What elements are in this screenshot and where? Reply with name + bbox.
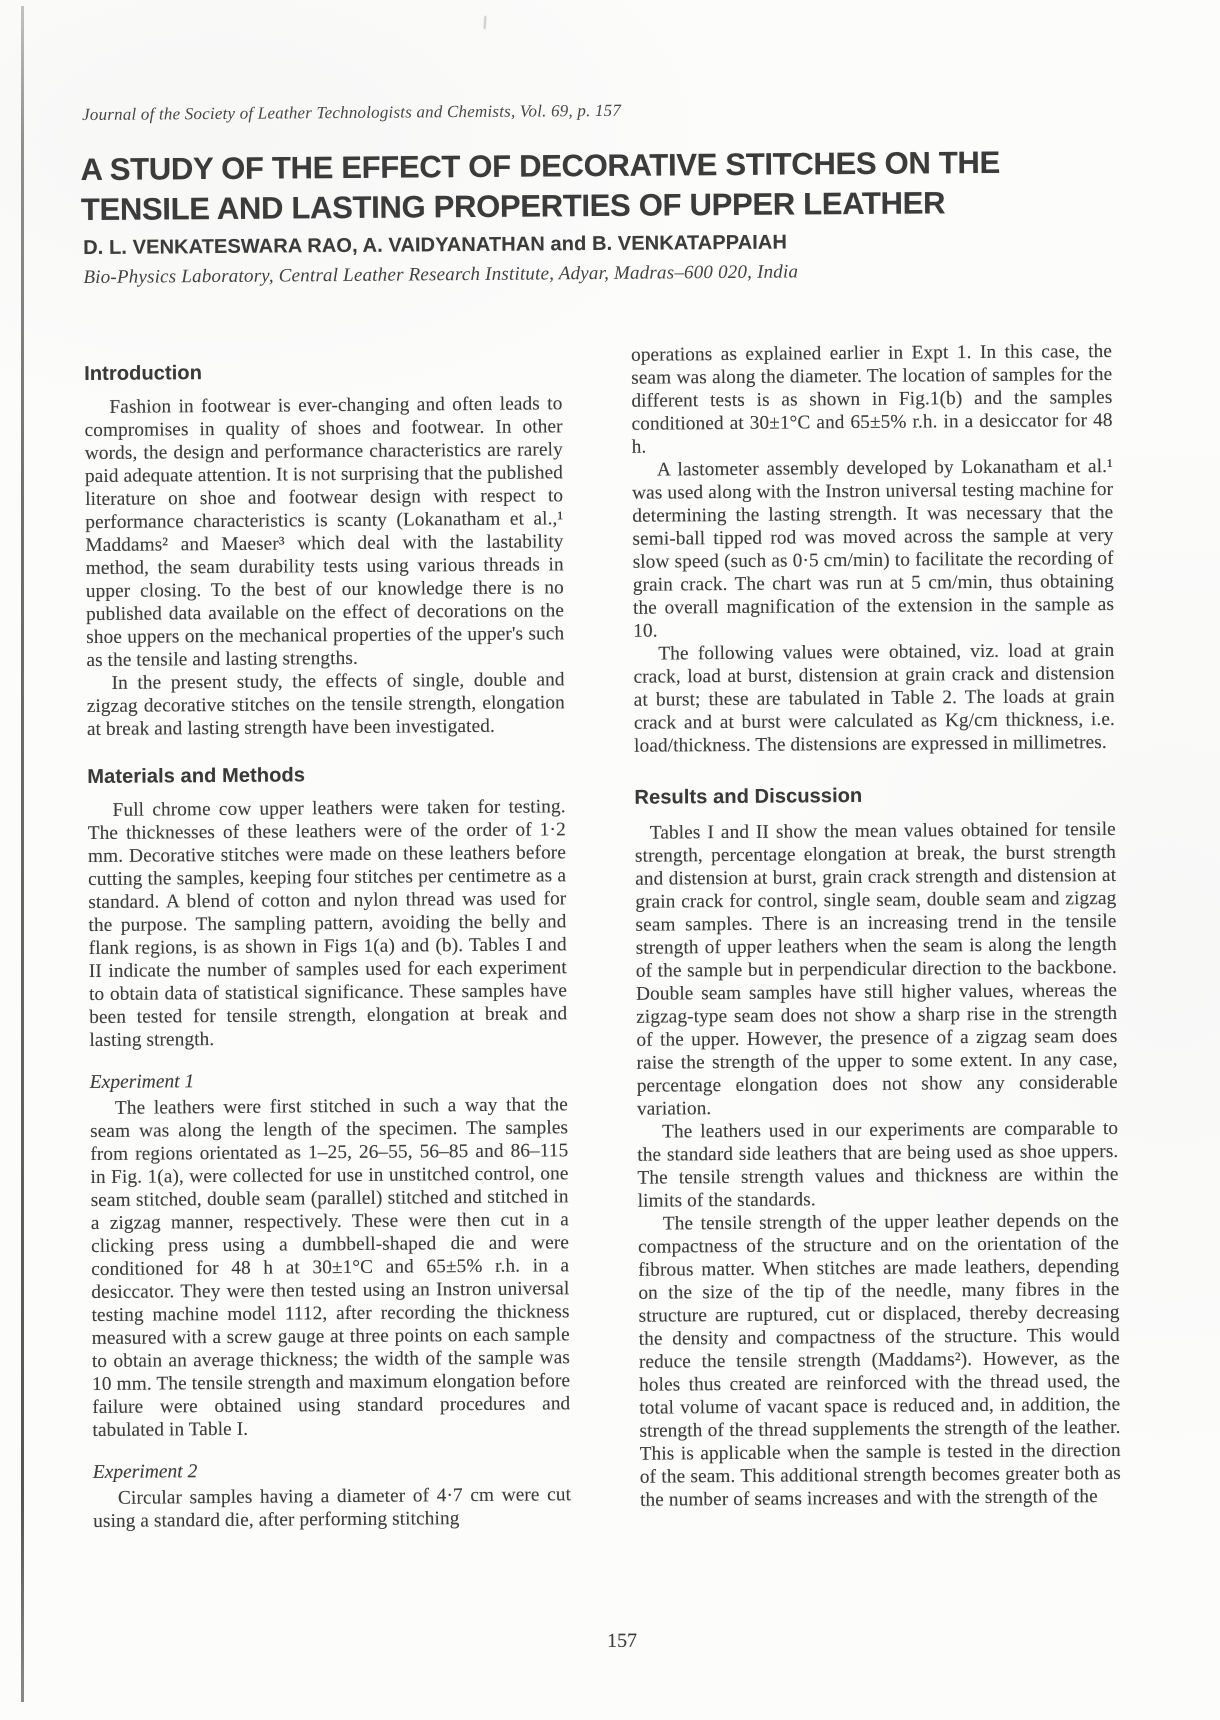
affiliation-line: Bio-Physics Laboratory, Central Leather Research Institute, Adyar, Madras–600 020, India bbox=[83, 261, 799, 289]
section-heading-results-and-discussion: Results and Discussion bbox=[634, 784, 863, 809]
journal-header: Journal of the Society of Leather Technologists and Chemists, Vol. 69, p. 157 bbox=[82, 100, 622, 125]
two-column-body bbox=[84, 340, 1121, 1533]
left-column bbox=[84, 344, 571, 1533]
right-column bbox=[631, 340, 1121, 1529]
paragraph: The leathers used in our experiments are comparable to the standard side leathers that are being used as shoe uppers. The tensile strength values and thickness are within the limits of the standards. bbox=[637, 1117, 1119, 1212]
paragraph: The tensile strength of the upper leather depends on the compactness of the structure and on the orientation of the fibrous matter. When stitches are made leathers, depending on the size of the tip of the needle, many fibres in the structure are ruptured, cut or displaced, thereby decreasing the density and compactness of the structure. This would reduce the tensile strength (Maddams²). However, as the holes thus created are reinforced with the thread used, the total volume of vacant space is reduced and, in addition, the strength of the thread supplements the strength of the leather. This is applicable when the sample is tested in the direction of the seam. This additional strength becomes greater both as the number of seams increases and with the strength of the bbox=[637, 1209, 1121, 1511]
paragraph: A lastometer assembly developed by Lokanatham et al.¹ was used along with the Instron universal testing machine for determining the lasting strength. It was necessary that the semi-ball tipped rod was moved across the sample at very slow speed (such as 0·5 cm/min) to facilitate the recording of grain crack. The chart was run at 5 cm/min, thus obtaining the overall magnification of the extension in the sample as 10. bbox=[632, 455, 1115, 642]
paragraph: Fashion in footwear is ever-changing and often leads to compromises in quality of shoes and footwear. In other words, the design and performance characteristics are rarely paid adequate attention. It is not surprising that the published literature on shoe and footwear design with respect to performance characteristics is scanty (Lokanatham et al.,¹ Maddams² and Maeser³ which deal with the lastability method, the seam durability tests using various threads in upper closing. To the best of our knowledge there is no published data available on the effect of decorations on the shoe uppers on the mechanical properties of the upper's such as the tensile and lasting strengths. bbox=[84, 393, 565, 672]
subsection-heading-experiment-1: Experiment 1 bbox=[89, 1071, 195, 1094]
authors-line: D. L. VENKATESWARA RAO, A. VAIDYANATHAN and B. VENKATAPPAIAH bbox=[83, 231, 788, 260]
paragraph: The leathers were first stitched in such a way that the seam was along the length of the specimen. The samples from regions orientated as 1–25, 26–55, 56–85 and 86–115 in Fig. 1(a), were collected for use in unstitched control, one seam stitched, double seam (parallel) stitched and stitched in a zigzag manner, respectively. These were then cut in a clicking press using a dumbbell-shaped die and were conditioned for 48 h at 30±1°C and 65±5% r.h. in a desiccator. They were then tested using an Instron universal testing machine model 1112, after recording the thickness measured with a screw gauge at three points on each sample to obtain an average thickness; the width of the sample was 10 mm. The tensile strength and maximum elongation before failure were obtained using standard procedures and tabulated in Table I. bbox=[90, 1094, 571, 1442]
page-number: 157 bbox=[607, 1629, 638, 1652]
section-heading-introduction: Introduction bbox=[84, 362, 203, 386]
paragraph: In the present study, the effects of single, double and zigzag decorative stitches on the tensile strength, elongation at break and lasting strength have been investigated. bbox=[86, 669, 565, 741]
article-title bbox=[80, 143, 1041, 231]
article-title-line2: TENSILE AND LASTING PROPERTIES OF UPPER LEATHER bbox=[80, 185, 946, 228]
paragraph: Full chrome cow upper leathers were taken for testing. The thicknesses of these leathers were of the order of 1·2 mm. Decorative stitches were made on these leathers before cutting the samples, keeping four stitches per centimetre as a standard. A blend of cotton and nylon thread was used for the purpose. The sampling pattern, avoiding the belly and flank regions, is as shown in Figs 1(a) and (b). Tables I and II indicate the number of samples used for each experiment to obtain data of statistical significance. These samples have been tested for tensile strength, elongation at break and lasting strength. bbox=[87, 796, 568, 1052]
paragraph: The following values were obtained, viz. load at grain crack, load at burst, distension at grain crack and distension at burst; these are tabulated in Table 2. The loads at grain crack and at burst were calculated as Kg/cm thickness, i.e. load/thickness. The distensions are expressed in millimetres. bbox=[633, 639, 1115, 757]
section-heading-materials-and-methods: Materials and Methods bbox=[87, 764, 306, 789]
subsection-heading-experiment-2: Experiment 2 bbox=[92, 1461, 198, 1484]
paragraph: operations as explained earlier in Expt 1. In this case, the seam was along the diameter. The location of samples for the different tests is as shown in Fig.1(b) and the samples conditioned at 30±1°C and 65±5% r.h. in a desiccator for 48 h. bbox=[630, 340, 1113, 458]
paragraph: Tables I and II show the mean values obtained for tensile strength, percentage elongation at break, the burst strength and distension at burst, grain crack strength and distension at grain crack for control, single seam, double seam and zigzag seam samples. There is an increasing trend in the tensile strength of upper leathers when the seam is along the length of the sample but in perpendicular direction to the backbone. Double seam samples have still higher values, whereas the zigzag-type seam does not show a sharp rise in the strength of the upper. However, the presence of a zigzag seam does raise the strength of the upper to some extent. In any case, percentage elongation does not show any considerable variation. bbox=[634, 818, 1118, 1120]
article-title-line1: A STUDY OF THE EFFECT OF DECORATIVE STITCHES ON THE bbox=[80, 144, 1001, 188]
paragraph: Circular samples having a diameter of 4·7 cm were cut using a standard die, after performing stitching bbox=[93, 1484, 572, 1533]
